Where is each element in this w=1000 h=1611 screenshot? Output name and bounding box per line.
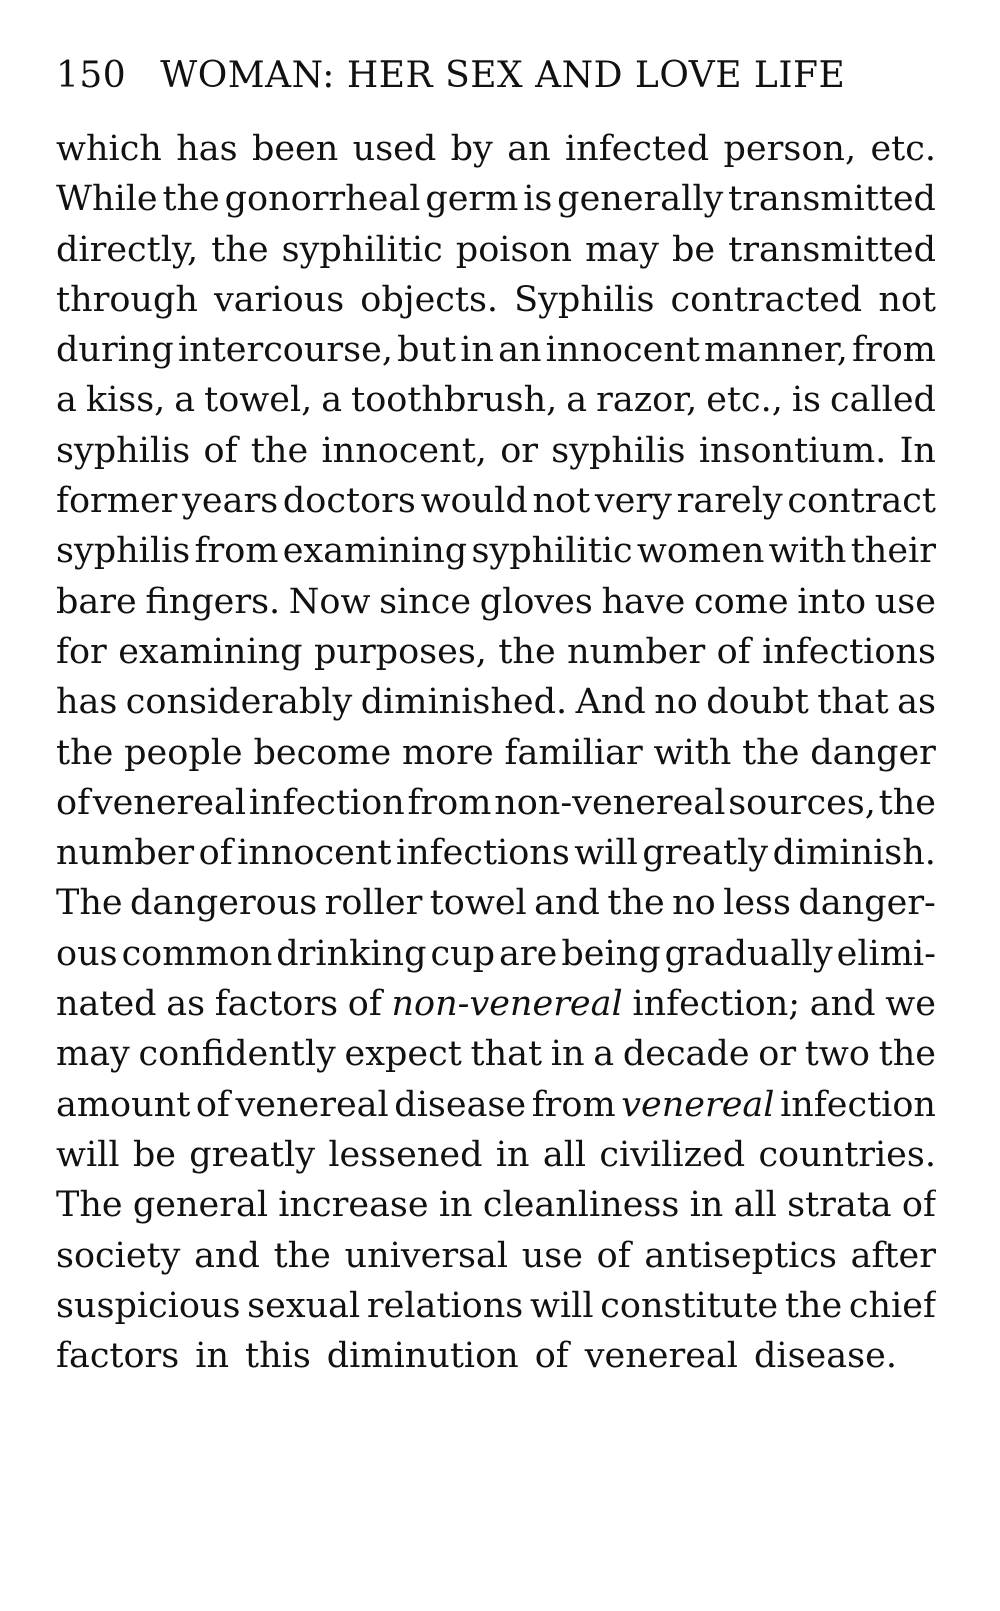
- word: infection;: [632, 984, 801, 1025]
- word: used: [352, 129, 437, 169]
- word: germ: [425, 179, 519, 220]
- word: While: [56, 179, 158, 220]
- text-line: [56, 1180, 936, 1230]
- word: strata: [787, 1185, 892, 1226]
- word: cup: [430, 933, 496, 974]
- word: The: [56, 883, 123, 924]
- word: into: [797, 581, 867, 622]
- word: syphilitic: [281, 229, 443, 270]
- word: after: [850, 1235, 936, 1276]
- word: increase: [278, 1185, 429, 1226]
- word: lessened: [328, 1134, 483, 1175]
- word: gonorrheal: [224, 179, 421, 220]
- word: poison: [455, 229, 573, 270]
- word: from: [407, 782, 492, 823]
- word: in: [195, 1336, 230, 1377]
- word: as: [897, 682, 936, 723]
- word: come: [694, 581, 789, 622]
- word: not: [878, 279, 936, 320]
- word: countries.: [758, 1134, 936, 1175]
- word: greatly: [642, 833, 769, 874]
- text-line: [56, 1281, 936, 1331]
- word: the: [162, 179, 220, 220]
- text-line: [56, 124, 936, 174]
- word: and: [809, 984, 876, 1025]
- word: relations: [366, 1285, 524, 1326]
- word: of: [198, 833, 233, 874]
- word: number: [567, 631, 706, 672]
- word: generally: [557, 179, 724, 220]
- word: syphilis: [551, 430, 686, 471]
- word: an: [507, 129, 551, 169]
- word: which: [56, 129, 162, 169]
- word: innocent: [237, 833, 392, 874]
- word: infection: [780, 1084, 936, 1125]
- word: in: [460, 330, 494, 371]
- word: transmitted: [728, 229, 936, 270]
- word: a: [566, 380, 588, 421]
- text-line: [56, 929, 936, 979]
- word: Now: [288, 581, 371, 622]
- italic-word: venereal: [621, 1084, 775, 1125]
- word: familiar: [504, 732, 643, 773]
- word: the: [211, 229, 269, 270]
- word: may: [56, 1034, 130, 1075]
- word: the: [56, 732, 114, 773]
- word: in: [438, 1185, 473, 1226]
- word: very: [594, 481, 672, 522]
- running-head: [56, 48, 936, 104]
- word: disease.: [754, 1336, 897, 1377]
- word: use: [874, 581, 936, 622]
- text-line: [56, 1231, 936, 1281]
- word: universal: [344, 1235, 509, 1276]
- word: kiss,: [85, 380, 166, 421]
- word: sources,: [728, 782, 876, 823]
- word: no: [672, 883, 716, 924]
- word: venereal: [235, 1084, 389, 1125]
- word: the: [273, 1235, 331, 1276]
- word: diminished.: [360, 682, 568, 723]
- word: people: [124, 732, 243, 773]
- word: danger-: [798, 883, 936, 924]
- word: etc.: [870, 129, 936, 169]
- word: suspicious: [56, 1285, 241, 1326]
- word: the: [498, 631, 556, 672]
- word: in: [689, 1185, 724, 1226]
- word: In: [899, 430, 936, 471]
- word: from: [194, 531, 279, 572]
- text-line: [56, 1331, 936, 1381]
- word: more: [401, 732, 494, 773]
- book-page: [56, 48, 936, 1558]
- word: a: [56, 380, 77, 421]
- word: from: [531, 1084, 616, 1125]
- word: non-venereal: [494, 782, 726, 823]
- word: innocent,: [321, 430, 487, 471]
- word: but: [397, 330, 457, 371]
- word: doctors: [282, 481, 416, 522]
- word: disease: [394, 1084, 527, 1125]
- word: that: [470, 1034, 543, 1075]
- word: danger: [810, 732, 936, 773]
- word: purposes,: [314, 631, 487, 672]
- word: syphilitic: [471, 531, 633, 572]
- word: the: [250, 430, 309, 471]
- word: all: [542, 1134, 587, 1175]
- word: drinking: [276, 933, 427, 974]
- word: manner,: [704, 330, 848, 371]
- word: be: [132, 1134, 176, 1175]
- word: would: [420, 481, 528, 522]
- word: person,: [723, 129, 857, 169]
- text-line: [56, 325, 936, 375]
- word: etc.,: [706, 380, 783, 421]
- word: in: [550, 1034, 585, 1075]
- word: gradually: [664, 933, 833, 974]
- text-line: [56, 979, 936, 1029]
- text-line: [56, 174, 936, 224]
- word: a: [321, 380, 343, 421]
- word: And: [575, 682, 646, 723]
- word: during: [56, 330, 174, 371]
- text-line: [56, 878, 936, 928]
- word: venereal: [92, 782, 247, 823]
- text-line: [56, 828, 936, 878]
- word: dangerous: [130, 883, 318, 924]
- word: infections: [395, 833, 570, 874]
- word: venereal: [584, 1336, 738, 1377]
- word: the: [607, 883, 665, 924]
- word: gloves: [479, 581, 593, 622]
- text-line: [56, 778, 936, 828]
- word: will: [56, 1134, 120, 1175]
- word: have: [601, 581, 686, 622]
- word: a: [174, 380, 196, 421]
- word: expect: [344, 1034, 462, 1075]
- word: of: [347, 984, 382, 1025]
- word: are: [499, 933, 558, 974]
- word: contract: [787, 481, 936, 522]
- word: two: [804, 1034, 870, 1075]
- word: elimi-: [836, 933, 936, 974]
- word: ous: [56, 933, 118, 974]
- word: factors: [214, 984, 339, 1025]
- word: a: [593, 1034, 615, 1075]
- word: all: [733, 1185, 777, 1226]
- text-line: [56, 275, 936, 325]
- word: diminution: [326, 1336, 519, 1377]
- word: former: [56, 481, 178, 522]
- word: contracted: [670, 279, 863, 320]
- word: the: [742, 732, 800, 773]
- word: syphilis: [56, 430, 191, 471]
- word: cleanliness: [482, 1185, 680, 1226]
- word: been: [251, 129, 339, 169]
- word: the: [784, 1285, 843, 1326]
- text-line: [56, 677, 936, 727]
- word: of: [716, 631, 751, 672]
- word: towel,: [204, 380, 313, 421]
- word: Syphilis: [514, 279, 655, 320]
- word: directly,: [56, 229, 199, 270]
- word: will: [574, 833, 638, 874]
- word: toothbrush,: [351, 380, 558, 421]
- page-number: 150: [56, 55, 127, 96]
- word: greatly: [189, 1134, 316, 1175]
- word: may: [585, 229, 659, 270]
- word: no: [654, 682, 698, 723]
- word: or: [758, 1034, 797, 1075]
- word: infections: [762, 631, 936, 672]
- word: examining: [282, 531, 468, 572]
- word: the: [878, 782, 936, 823]
- word: amount: [56, 1084, 191, 1125]
- word: of: [534, 1336, 569, 1377]
- text-line: [56, 476, 936, 526]
- word: we: [885, 984, 936, 1025]
- word: of: [901, 1185, 936, 1226]
- text-line: [56, 627, 936, 677]
- text-line: [56, 577, 936, 627]
- word: through: [56, 279, 198, 320]
- word: The: [56, 1185, 123, 1226]
- word: rarely: [676, 481, 783, 522]
- word: infection: [248, 782, 405, 823]
- word: called: [829, 380, 936, 421]
- word: insontium.: [698, 430, 887, 471]
- text-line: [56, 526, 936, 576]
- word: from: [852, 330, 936, 371]
- word: nated: [56, 984, 157, 1025]
- text-line: [56, 375, 936, 425]
- word: objects.: [360, 279, 499, 320]
- word: common: [121, 933, 273, 974]
- word: become: [253, 732, 392, 773]
- word: roller: [324, 883, 423, 924]
- word: for: [56, 631, 107, 672]
- word: years: [182, 481, 279, 522]
- word: since: [379, 581, 472, 622]
- word: of: [203, 430, 238, 471]
- word: fingers.: [145, 581, 281, 622]
- word: decade: [622, 1034, 750, 1075]
- word: antiseptics: [644, 1235, 837, 1276]
- word: constitute: [600, 1285, 779, 1326]
- word: infected: [564, 129, 710, 169]
- word: women: [636, 531, 765, 572]
- text-line: [56, 1080, 936, 1130]
- word: diminish.: [772, 833, 936, 874]
- word: and: [194, 1235, 260, 1276]
- text-line: [56, 1029, 936, 1079]
- word: has: [56, 682, 118, 723]
- word: of: [56, 782, 91, 823]
- word: of: [195, 1084, 230, 1125]
- word: an: [498, 330, 542, 371]
- word: confidently: [138, 1034, 336, 1075]
- word: innocent: [545, 330, 700, 371]
- word: intercourse,: [177, 330, 393, 371]
- italic-word: non-venereal: [391, 984, 623, 1025]
- word: the: [878, 1034, 936, 1075]
- body-text: [56, 124, 936, 1381]
- word: will: [530, 1285, 594, 1326]
- book-title: WOMAN: HER SEX AND LOVE LIFE: [160, 55, 846, 96]
- word: examining: [118, 631, 303, 672]
- text-line: [56, 225, 936, 275]
- word: has: [176, 129, 238, 169]
- word: in: [495, 1134, 530, 1175]
- word: doubt: [706, 682, 809, 723]
- word: number: [56, 833, 195, 874]
- word: being: [561, 933, 661, 974]
- word: their: [850, 531, 936, 572]
- word: bare: [56, 581, 137, 622]
- word: towel: [429, 883, 527, 924]
- text-line: [56, 728, 936, 778]
- word: chief: [848, 1285, 936, 1326]
- word: considerably: [125, 682, 353, 723]
- word: civilized: [599, 1134, 746, 1175]
- word: is: [791, 380, 821, 421]
- word: with: [653, 732, 732, 773]
- word: not: [532, 481, 591, 522]
- word: razor,: [596, 380, 698, 421]
- text-line: [56, 1130, 936, 1180]
- word: society: [56, 1235, 181, 1276]
- word: be: [672, 229, 716, 270]
- word: or: [500, 430, 538, 471]
- word: sexual: [247, 1285, 361, 1326]
- word: use: [521, 1235, 583, 1276]
- word: as: [166, 984, 206, 1025]
- word: is: [523, 179, 553, 220]
- word: of: [596, 1235, 631, 1276]
- text-line: [56, 426, 936, 476]
- word: with: [768, 531, 847, 572]
- word: syphilis: [56, 531, 191, 572]
- word: general: [132, 1185, 269, 1226]
- word: and: [534, 883, 600, 924]
- word: less: [723, 883, 791, 924]
- word: this: [245, 1336, 311, 1377]
- word: that: [817, 682, 889, 723]
- word: by: [450, 129, 493, 169]
- word: factors: [56, 1336, 180, 1377]
- word: various: [214, 279, 345, 320]
- word: transmitted: [728, 179, 936, 220]
